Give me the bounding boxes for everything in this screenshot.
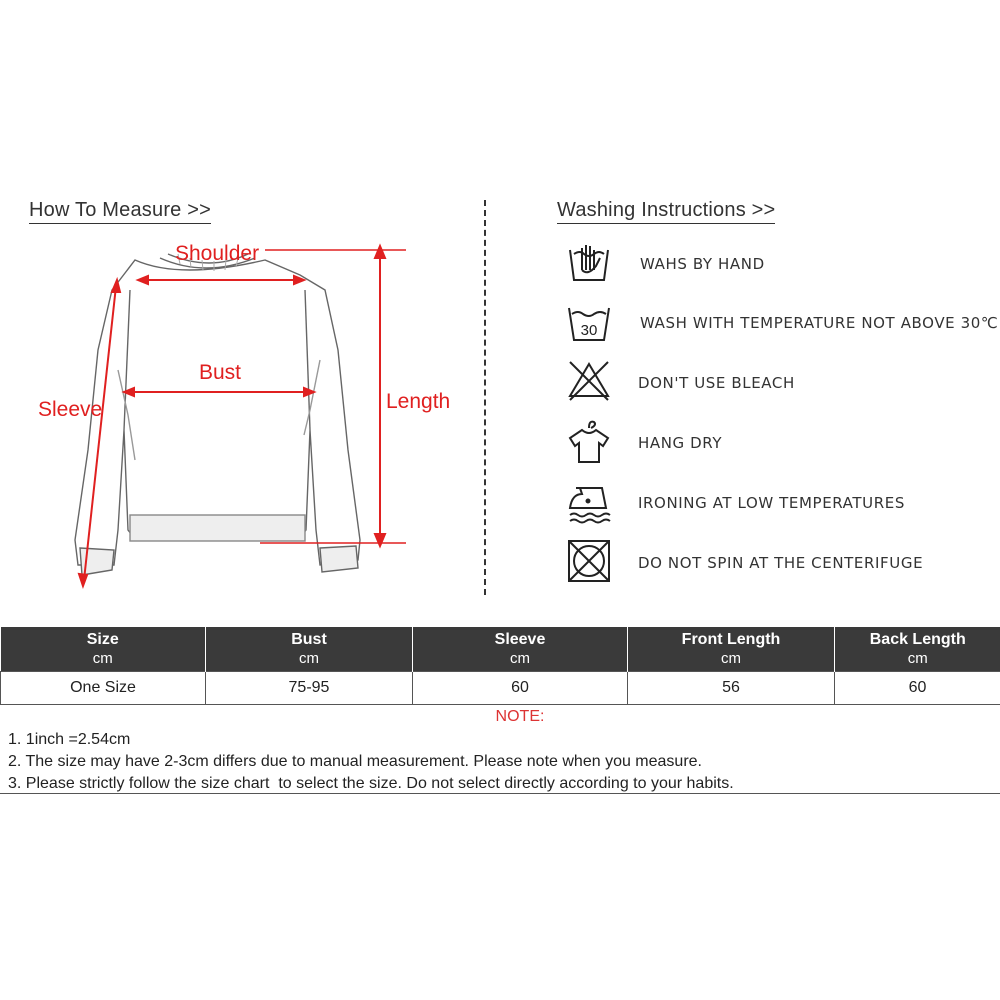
hand-wash-icon bbox=[566, 240, 612, 286]
section-divider bbox=[484, 200, 486, 595]
hang-dry-icon bbox=[566, 418, 612, 464]
table-unit: cm bbox=[628, 649, 835, 672]
table-header: Back Length bbox=[835, 627, 1000, 649]
washing-item-text: WASH WITH TEMPERATURE NOT ABOVE 30℃ bbox=[640, 314, 999, 332]
table-unit: cm bbox=[413, 649, 628, 672]
shoulder-label: Shoulder bbox=[175, 242, 260, 265]
table-header-row bbox=[1, 627, 1000, 649]
iron-low-icon bbox=[566, 478, 612, 524]
wash-30-icon bbox=[566, 300, 612, 346]
sleeve-line bbox=[84, 286, 116, 580]
washing-item-text: DO NOT SPIN AT THE CENTERIFUGE bbox=[638, 554, 924, 572]
table-cell: One Size bbox=[1, 672, 206, 705]
sweater-outline bbox=[75, 254, 360, 575]
table-header: Sleeve bbox=[413, 627, 628, 649]
no-spin-dry-icon bbox=[566, 538, 612, 584]
measure-title: How To Measure >> bbox=[29, 199, 211, 224]
wash-temp-label: 30 bbox=[580, 322, 598, 339]
size-table bbox=[0, 627, 1000, 705]
table-unit-row bbox=[1, 649, 1000, 672]
length-label: Length bbox=[386, 390, 451, 413]
note-line: 2. The size may have 2-3cm differs due to manual measurement. Please note when you measure. bbox=[8, 753, 702, 770]
washing-item-text: DON'T USE BLEACH bbox=[638, 374, 795, 392]
table-cell: 60 bbox=[835, 672, 1000, 705]
table-cell: 75-95 bbox=[206, 672, 413, 705]
washing-title: Washing Instructions >> bbox=[557, 199, 775, 224]
sleeve-label: Sleeve bbox=[38, 398, 103, 421]
note-line: 1. 1inch =2.54cm bbox=[8, 731, 131, 748]
table-row bbox=[1, 672, 1000, 705]
table-header: Front Length bbox=[628, 627, 835, 649]
washing-item-text: HANG DRY bbox=[638, 434, 723, 452]
table-unit: cm bbox=[835, 649, 1000, 672]
note-line: 3. Please strictly follow the size chart to select the size. Do not select directly according to your habits. bbox=[8, 775, 734, 792]
table-header: Bust bbox=[206, 627, 413, 649]
washing-item-text: WAHS BY HAND bbox=[640, 255, 765, 273]
table-header: Size bbox=[1, 627, 206, 649]
no-bleach-icon bbox=[566, 358, 612, 404]
table-unit: cm bbox=[1, 649, 206, 672]
table-unit: cm bbox=[206, 649, 413, 672]
table-cell: 60 bbox=[413, 672, 628, 705]
washing-item-text: IRONING AT LOW TEMPERATURES bbox=[638, 494, 905, 512]
notes-list bbox=[8, 729, 734, 795]
table-cell: 56 bbox=[628, 672, 835, 705]
bottom-rule bbox=[0, 793, 1000, 794]
note-title: NOTE: bbox=[495, 708, 545, 725]
bust-label: Bust bbox=[199, 361, 242, 384]
